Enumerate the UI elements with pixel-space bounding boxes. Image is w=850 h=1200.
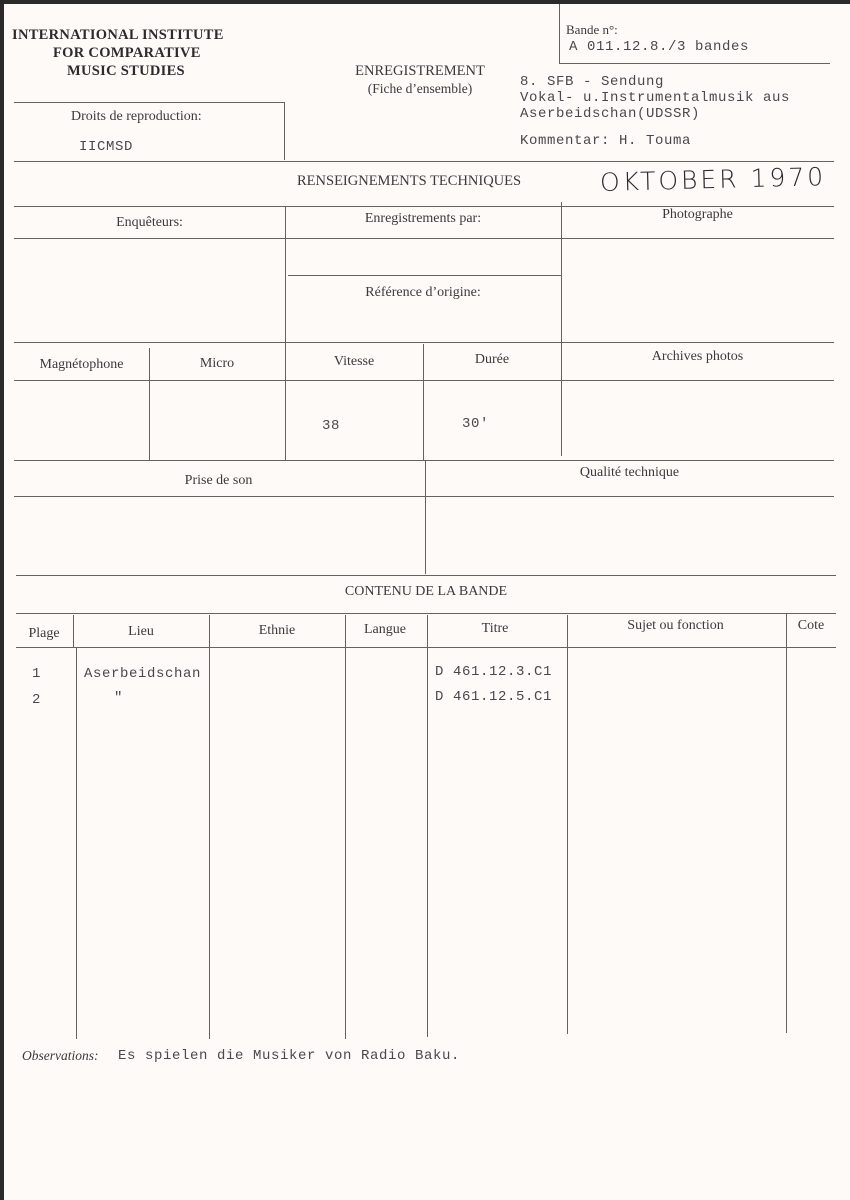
program-line-3: Aserbeidschan(UDSSR) xyxy=(520,106,701,122)
row-1-plage: 1 xyxy=(32,666,42,682)
observations-value: Es spielen die Musiker von Radio Baku. xyxy=(118,1048,461,1064)
institute-line-3: MUSIC STUDIES xyxy=(67,63,185,79)
qualite-label: Qualité technique xyxy=(579,465,680,480)
row-2-titre: D 461.12.5.C1 xyxy=(435,689,553,705)
bande-label: Bande n°: xyxy=(566,22,618,37)
row-2-lieu: " xyxy=(114,690,124,706)
technical-title: RENSEIGNEMENTS TECHNIQUES xyxy=(297,173,522,189)
duree-label: Durée xyxy=(474,352,510,367)
bande-value: A 011.12.8./3 bandes xyxy=(569,39,750,55)
vitesse-value: 38 xyxy=(322,418,341,434)
duree-value: 30' xyxy=(462,416,490,432)
column-header-langue: Langue xyxy=(364,622,406,637)
institute-line-2: FOR COMPARATIVE xyxy=(53,45,201,61)
observations-label: Observations: xyxy=(22,1048,99,1063)
enregistrement-title: ENREGISTREMENT xyxy=(355,63,485,79)
enregistrements-label: Enregistrements par: xyxy=(364,211,482,226)
archives-label: Archives photos xyxy=(651,349,744,364)
column-header-cote: Cote xyxy=(797,618,825,633)
enregistrement-subtitle: (Fiche d’ensemble) xyxy=(367,81,473,96)
program-line-4: Kommentar: H. Touma xyxy=(520,133,692,149)
prise-label: Prise de son xyxy=(184,473,253,488)
droits-label: Droits de reproduction: xyxy=(71,109,202,124)
reference-label: Référence d’origine: xyxy=(365,285,481,300)
row-2-plage: 2 xyxy=(32,692,42,708)
column-header-lieu: Lieu xyxy=(128,624,154,639)
vitesse-label: Vitesse xyxy=(333,354,375,369)
column-header-plage: Plage xyxy=(28,626,60,641)
document-sheet xyxy=(4,4,850,1200)
column-header-titre: Titre xyxy=(481,621,509,636)
droits-value: IICMSD xyxy=(79,139,134,155)
institute-line-1: INTERNATIONAL INSTITUTE xyxy=(12,27,224,43)
row-1-titre: D 461.12.3.C1 xyxy=(435,664,553,680)
program-line-1: 8. SFB - Sendung xyxy=(520,74,665,90)
column-header-sujet: Sujet ou fonction xyxy=(627,618,724,633)
photographe-label: Photographe xyxy=(662,207,733,222)
handwritten-date: OKTOBER 1970 xyxy=(599,162,827,197)
enqueteurs-label: Enquêteurs: xyxy=(116,215,183,230)
micro-label: Micro xyxy=(199,356,235,371)
program-line-2: Vokal- u.Instrumentalmusik aus xyxy=(520,90,791,106)
column-header-ethnie: Ethnie xyxy=(258,623,296,638)
row-1-lieu: Aserbeidschan xyxy=(84,666,202,682)
contenu-title: CONTENU DE LA BANDE xyxy=(344,584,508,599)
magnetophone-label: Magnétophone xyxy=(39,357,124,372)
